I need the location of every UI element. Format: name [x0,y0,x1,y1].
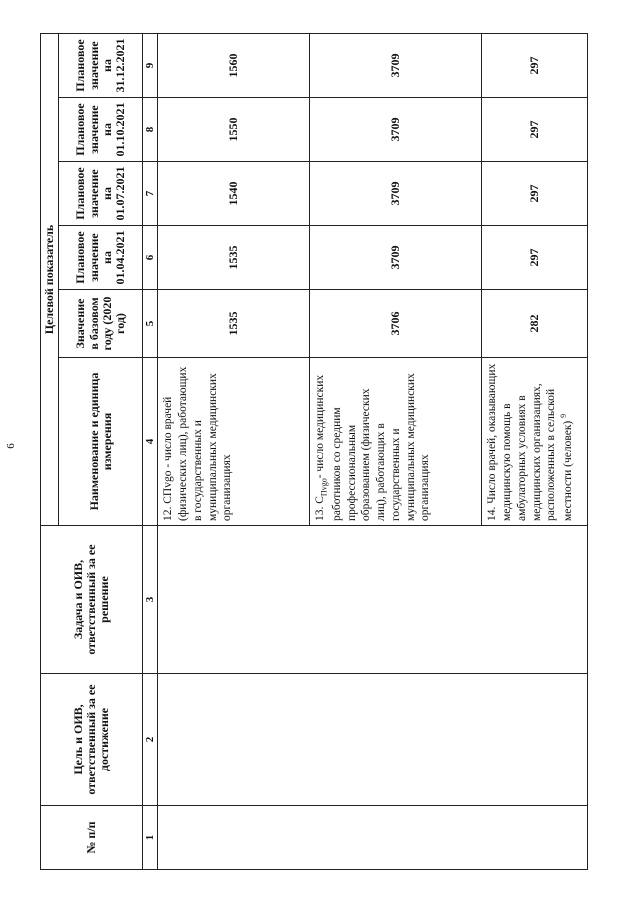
plan-q2-value: 297 [482,162,588,226]
base-value: 1535 [158,290,310,358]
header-task: Задача и ОИВ, ответственный за ее решение [41,526,143,674]
column-numbers-row [143,34,158,870]
plan-q2-value: 1540 [158,162,310,226]
header-target-indicator: Целевой показатель [41,34,59,526]
indicator-name: 12. CПvgo - число врачей (физических лиц), работающих в государственных и муниципальных медицинских организациях [158,358,310,526]
plan-q1-value: 3709 [310,226,482,290]
column-number: 8 [143,98,158,162]
indicator-name [310,358,482,526]
cell-goal-empty [158,674,588,806]
column-number: 9 [143,34,158,98]
cell-number-empty [158,806,588,870]
header-plan-q2: Плановое значение на 01.07.2021 [59,162,143,226]
plan-q4-value: 3709 [310,34,482,98]
column-number: 3 [143,526,158,674]
column-number: 7 [143,162,158,226]
column-number: 2 [143,674,158,806]
cell-task-empty [158,526,588,674]
plan-q4-value: 297 [482,34,588,98]
footnote-mark: 9 [559,413,569,418]
indicator-name [482,358,588,526]
header-number: № п/п [41,806,143,870]
header-goal: Цель и ОИВ, ответственный за ее достижение [41,674,143,806]
header-indicator-name: Наименование и единица измерения [59,358,143,526]
header-plan-q4: Плановое значение на 31.12.2021 [59,34,143,98]
base-value: 3706 [310,290,482,358]
header-base-value: Значение в базовом году (2020 год) [59,290,143,358]
column-number: 4 [143,358,158,526]
header-plan-q3: Плановое значение на 01.10.2021 [59,98,143,162]
plan-q3-value: 1550 [158,98,310,162]
rotated-table-container [40,34,588,870]
indicator-prefix: 13. С [314,496,327,521]
indicator-subscript: Пvgo [319,478,329,497]
header-plan-q1: Плановое значение на 01.04.2021 [59,226,143,290]
indicator-text: 14. Число врачей, оказывающих медицинскую помощь в амбулаторных условиях в медицинских организациях, расположенных в сельской местности (человек) [486,363,574,521]
indicator-rest: - число медицинских работников со средним профессиональным образованием (физических лиц), работающих в государственных и муниципальных медицинских организациях [314,373,432,521]
plan-q4-value: 1560 [158,34,310,98]
plan-q3-value: 297 [482,98,588,162]
plan-q1-value: 1535 [158,226,310,290]
page-number: 6 [4,443,17,449]
plan-q2-value: 3709 [310,162,482,226]
base-value: 282 [482,290,588,358]
column-number: 6 [143,226,158,290]
target-indicators-table [40,33,588,870]
column-number: 5 [143,290,158,358]
plan-q1-value: 297 [482,226,588,290]
column-number: 1 [143,806,158,870]
table-row [158,34,310,870]
plan-q3-value: 3709 [310,98,482,162]
